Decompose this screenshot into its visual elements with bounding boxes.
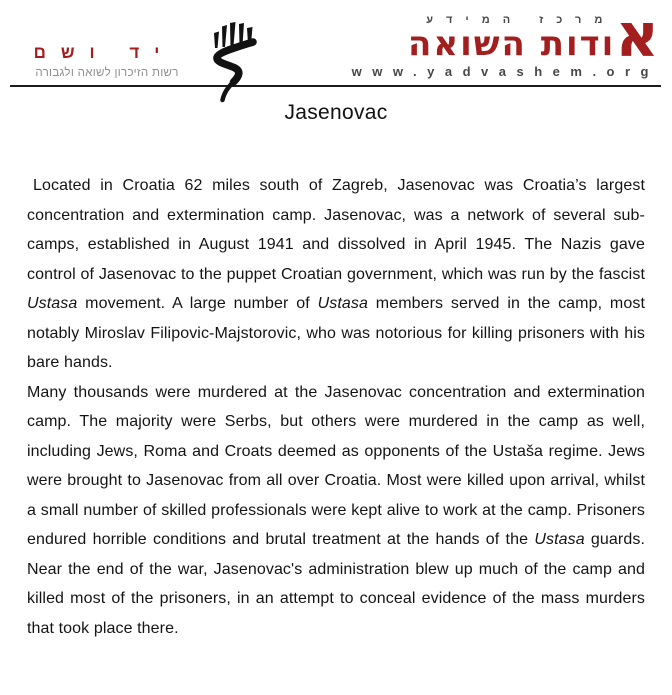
- paragraphs-container: [27, 171, 645, 643]
- aboutthe-holocaust-title-rest: ודות השואה: [407, 24, 616, 65]
- yad-vashem-hebrew-subtitle: רשות הזיכרון לשואה ולגבורה: [35, 66, 179, 79]
- letterhead-header: [0, 0, 672, 104]
- text-segment: movement. A large number of: [77, 295, 318, 312]
- text-segment: members served in the camp, most notably Miroslav Filipovic-Majstorovic, who was notorious for killing prisoners with his bare hands.: [27, 295, 645, 371]
- italic-term: Ustasa: [317, 295, 368, 312]
- aboutthe-holocaust-title-row: [352, 1, 659, 71]
- article-body: [27, 101, 645, 643]
- yadvashem-url-text: www.yadvashem.org: [351, 64, 659, 79]
- text-segment: Located in Croatia 62 miles south of Zagreb, Jasenovac was Croatia’s largest concentration and extermination camp. Jasenovac, was a network of several sub-camps, established in August 1941 and dissolved in April 1945. The Nazis gave control of Jasenovac to the puppet Croatian government, which was run by the fascist: [27, 177, 645, 283]
- big-aleph-letter: א: [615, 1, 659, 71]
- page-title: Jasenovac: [284, 101, 388, 124]
- article-paragraph: [27, 378, 645, 644]
- yad-vashem-logo-block: [16, 44, 198, 79]
- yad-vashem-hebrew-title: יד ושם: [33, 43, 175, 62]
- italic-term: Ustasa: [27, 295, 78, 312]
- aboutthe-holocaust-logo-block: [351, 1, 659, 79]
- menorah-icon: [206, 10, 266, 104]
- article-paragraph: [27, 171, 645, 378]
- information-center-label: מרכז המידע: [426, 14, 616, 27]
- text-segment: guards. Near the end of the war, Jasenovac's administration blew up much of the camp and killed most of the prisoners, in an attempt to conceal evidence of the mass murders that took place there.: [27, 531, 645, 637]
- header-divider-line: [10, 85, 661, 87]
- text-segment: Many thousands were murdered at the Jasenovac concentration and extermination camp. The majority were Serbs, but others were murdered in the camp as well, including Jews, Roma and Croats deemed as opponents of the Ustaša regime. Jews were brought to Jasenovac from all over Croatia. Most were killed upon arrival, whilst a small number of skilled professionals were kept alive to work at the camp. Prisoners endured horrible conditions and brutal treatment at the hands of the: [27, 383, 645, 548]
- italic-term: Ustasa: [534, 531, 585, 548]
